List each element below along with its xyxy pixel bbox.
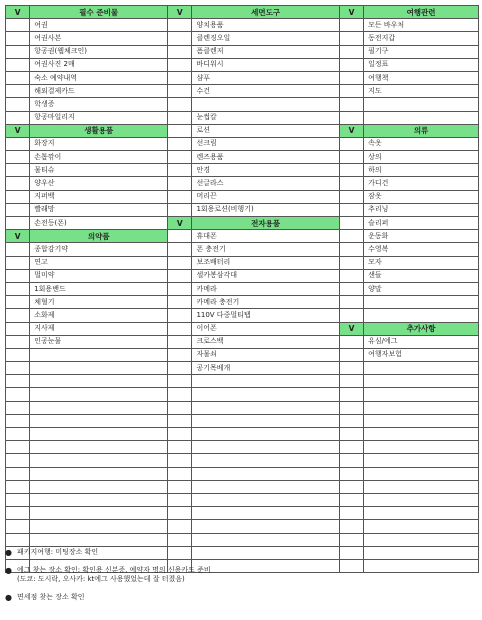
empty-cell [192, 520, 339, 533]
check-cell[interactable] [339, 507, 363, 520]
empty-cell [364, 388, 479, 401]
item-cell: 렌즈용품 [192, 151, 339, 164]
check-cell[interactable] [6, 375, 30, 388]
check-cell[interactable] [339, 401, 363, 414]
table-row [6, 282, 479, 295]
check-cell[interactable] [339, 19, 363, 32]
check-cell[interactable] [339, 282, 363, 295]
check-cell[interactable] [168, 19, 192, 32]
item-cell: 크로스백 [192, 335, 339, 348]
item-cell [364, 98, 479, 111]
check-cell[interactable] [6, 282, 30, 295]
empty-cell [192, 414, 339, 427]
item-cell: 1회용밴드 [30, 282, 168, 295]
check-cell[interactable] [339, 45, 363, 58]
empty-cell [30, 507, 168, 520]
item-cell: 일정표 [364, 58, 479, 71]
check-cell[interactable] [6, 296, 30, 309]
check-cell[interactable] [6, 98, 30, 111]
empty-cell [364, 428, 479, 441]
check-cell[interactable] [339, 190, 363, 203]
check-cell[interactable] [6, 520, 30, 533]
item-cell: 모자 [364, 256, 479, 269]
empty-cell [30, 362, 168, 375]
check-cell[interactable] [6, 19, 30, 32]
empty-cell [192, 428, 339, 441]
item-cell: 셀카봉삼각대 [192, 269, 339, 282]
item-cell: 지퍼백 [30, 190, 168, 203]
table-row [6, 111, 479, 124]
table-row [6, 375, 479, 388]
check-cell[interactable] [339, 388, 363, 401]
note-text: 에그 찾는 장소 확인: 확인용 신분증, 예약자 명의 신용카드 준비 (도쿄: 도시락, 오사카: kt에그 사용했었는데 잘 터졌음) [17, 566, 211, 583]
check-column-header: V [6, 124, 30, 137]
empty-cell [364, 520, 479, 533]
item-cell [364, 309, 479, 322]
check-cell[interactable] [168, 124, 192, 137]
check-cell[interactable] [339, 362, 363, 375]
check-cell[interactable] [339, 151, 363, 164]
section-title: 의류 [364, 124, 479, 137]
check-cell[interactable] [168, 243, 192, 256]
check-cell[interactable] [168, 428, 192, 441]
check-cell[interactable] [339, 164, 363, 177]
item-cell: 가디건 [364, 177, 479, 190]
check-column-header: V [339, 322, 363, 335]
note-text: 면세점 찾는 장소 확인 [17, 593, 85, 601]
table-row [6, 137, 479, 150]
table-row [6, 85, 479, 98]
check-cell[interactable] [168, 467, 192, 480]
check-cell[interactable] [168, 256, 192, 269]
check-cell[interactable] [339, 98, 363, 111]
empty-cell [192, 454, 339, 467]
check-cell[interactable] [168, 335, 192, 348]
item-cell: 바디워시 [192, 58, 339, 71]
table-row [6, 217, 479, 230]
table-row [6, 151, 479, 164]
item-cell: 로션 [192, 124, 339, 137]
check-cell[interactable] [168, 269, 192, 282]
check-cell[interactable] [168, 137, 192, 150]
bullet-icon: ● [5, 548, 12, 557]
check-cell[interactable] [6, 32, 30, 45]
check-cell[interactable] [6, 256, 30, 269]
check-cell[interactable] [339, 243, 363, 256]
table-row [6, 309, 479, 322]
check-cell[interactable] [339, 269, 363, 282]
check-cell[interactable] [168, 322, 192, 335]
empty-cell [30, 348, 168, 361]
check-cell[interactable] [6, 507, 30, 520]
check-cell[interactable] [339, 296, 363, 309]
item-cell: 종합감기약 [30, 243, 168, 256]
item-cell: 자물쇠 [192, 348, 339, 361]
check-cell[interactable] [168, 414, 192, 427]
check-cell[interactable] [339, 58, 363, 71]
check-cell[interactable] [6, 177, 30, 190]
item-cell: 모든 바우처 [364, 19, 479, 32]
check-cell[interactable] [168, 348, 192, 361]
check-cell[interactable] [168, 520, 192, 533]
item-cell: 동전지갑 [364, 32, 479, 45]
table-row [6, 414, 479, 427]
check-cell[interactable] [168, 454, 192, 467]
empty-cell [364, 414, 479, 427]
empty-cell [364, 467, 479, 480]
check-cell[interactable] [6, 85, 30, 98]
table-row [6, 520, 479, 533]
check-cell[interactable] [168, 296, 192, 309]
item-cell: 항공마일리지 [30, 111, 168, 124]
item-cell: 양치용품 [192, 19, 339, 32]
item-cell: 여권사진 2매 [30, 58, 168, 71]
check-cell[interactable] [6, 335, 30, 348]
table-row [6, 507, 479, 520]
empty-cell [192, 480, 339, 493]
item-cell: 폼클렌저 [192, 45, 339, 58]
check-cell[interactable] [339, 111, 363, 124]
bullet-icon: ● [5, 593, 12, 602]
note-text: 패키지여행: 미팅장소 확인 [17, 548, 99, 556]
check-cell[interactable] [339, 309, 363, 322]
check-column-header: V [339, 6, 363, 19]
item-cell: 샴푸 [192, 71, 339, 84]
check-cell[interactable] [6, 428, 30, 441]
table-row [6, 388, 479, 401]
item-cell: 여행자보험 [364, 348, 479, 361]
item-cell: 선글라스 [192, 177, 339, 190]
check-cell[interactable] [339, 493, 363, 506]
check-cell[interactable] [339, 137, 363, 150]
empty-cell [364, 480, 479, 493]
table-row [6, 203, 479, 216]
check-cell[interactable] [168, 32, 192, 45]
table-row [6, 19, 479, 32]
item-cell: 휴대폰 [192, 230, 339, 243]
section-title: 생활용품 [30, 124, 168, 137]
empty-cell [364, 493, 479, 506]
empty-cell [192, 533, 339, 546]
empty-cell [364, 401, 479, 414]
empty-cell [192, 401, 339, 414]
check-cell[interactable] [168, 151, 192, 164]
item-cell: 손전등(폰) [30, 217, 168, 230]
item-cell: 양말 [364, 282, 479, 295]
item-cell: 속옷 [364, 137, 479, 150]
check-cell[interactable] [339, 71, 363, 84]
check-column-header: V [168, 6, 192, 19]
item-cell: 이어폰 [192, 322, 339, 335]
item-cell: 샌들 [364, 269, 479, 282]
empty-cell [30, 454, 168, 467]
table-row [6, 124, 479, 137]
section-title: 의약품 [30, 230, 168, 243]
section-title: 필수 준비물 [30, 6, 168, 19]
table-row [6, 243, 479, 256]
item-cell: 빨래망 [30, 203, 168, 216]
check-cell[interactable] [6, 71, 30, 84]
empty-cell [192, 467, 339, 480]
table-row [6, 296, 479, 309]
empty-cell [192, 493, 339, 506]
section-title: 추가사항 [364, 322, 479, 335]
table-row [6, 401, 479, 414]
item-cell: 인공눈물 [30, 335, 168, 348]
section-title: 세면도구 [192, 6, 339, 19]
section-title: 여행관련 [364, 6, 479, 19]
check-cell[interactable] [339, 256, 363, 269]
check-cell[interactable] [168, 190, 192, 203]
check-column-header: V [339, 124, 363, 137]
item-cell: 유심/에그 [364, 335, 479, 348]
check-cell[interactable] [339, 533, 363, 546]
empty-cell [30, 414, 168, 427]
check-cell[interactable] [168, 282, 192, 295]
check-cell[interactable] [168, 98, 192, 111]
item-cell: 수영복 [364, 243, 479, 256]
table-row [6, 164, 479, 177]
item-cell: 하의 [364, 164, 479, 177]
check-cell[interactable] [6, 362, 30, 375]
check-cell[interactable] [339, 217, 363, 230]
section-title: 전자용품 [192, 217, 339, 230]
check-cell[interactable] [339, 230, 363, 243]
check-cell[interactable] [6, 217, 30, 230]
check-cell[interactable] [168, 58, 192, 71]
check-cell[interactable] [168, 507, 192, 520]
item-cell: 1회용로션(비행기) [192, 203, 339, 216]
check-cell[interactable] [6, 151, 30, 164]
item-cell [364, 296, 479, 309]
item-cell: 상의 [364, 151, 479, 164]
check-cell[interactable] [339, 335, 363, 348]
check-cell[interactable] [168, 375, 192, 388]
check-cell[interactable] [6, 454, 30, 467]
check-cell[interactable] [6, 480, 30, 493]
item-cell: 슬리퍼 [364, 217, 479, 230]
empty-cell [364, 375, 479, 388]
table-row [6, 480, 479, 493]
check-cell[interactable] [6, 322, 30, 335]
table-row [6, 177, 479, 190]
item-cell: 110V 다중멀티탭 [192, 309, 339, 322]
check-cell[interactable] [6, 533, 30, 546]
check-cell[interactable] [168, 362, 192, 375]
item-cell: 지도 [364, 85, 479, 98]
check-cell[interactable] [6, 190, 30, 203]
item-cell: 보조배터리 [192, 256, 339, 269]
table-row [6, 335, 479, 348]
item-cell: 해외결제카드 [30, 85, 168, 98]
check-cell[interactable] [6, 137, 30, 150]
item-cell: 손톱깎이 [30, 151, 168, 164]
check-cell[interactable] [168, 203, 192, 216]
table-row [6, 256, 479, 269]
check-cell[interactable] [339, 375, 363, 388]
item-cell [192, 98, 339, 111]
item-cell: 지사제 [30, 322, 168, 335]
table-row [6, 269, 479, 282]
item-cell: 선크림 [192, 137, 339, 150]
item-cell: 여권 [30, 19, 168, 32]
check-cell[interactable] [168, 480, 192, 493]
table-row [6, 533, 479, 546]
check-cell[interactable] [6, 388, 30, 401]
table-row [6, 348, 479, 361]
check-column-header: V [168, 217, 192, 230]
table-row [6, 45, 479, 58]
check-cell[interactable] [168, 85, 192, 98]
empty-cell [192, 507, 339, 520]
empty-cell [192, 388, 339, 401]
check-cell[interactable] [339, 428, 363, 441]
check-column-header: V [6, 6, 30, 19]
item-cell: 수건 [192, 85, 339, 98]
table-row [6, 441, 479, 454]
empty-cell [364, 454, 479, 467]
check-cell[interactable] [6, 58, 30, 71]
item-cell: 항공권(웹체크인) [30, 45, 168, 58]
empty-cell [364, 507, 479, 520]
check-cell[interactable] [168, 309, 192, 322]
empty-cell [30, 401, 168, 414]
check-cell[interactable] [6, 164, 30, 177]
table-row [6, 230, 479, 243]
item-cell: 카메라 [192, 282, 339, 295]
item-cell: 운동화 [364, 230, 479, 243]
check-cell[interactable] [339, 441, 363, 454]
check-cell[interactable] [339, 520, 363, 533]
check-cell[interactable] [6, 243, 30, 256]
item-cell: 여행책 [364, 71, 479, 84]
check-cell[interactable] [168, 493, 192, 506]
empty-cell [192, 441, 339, 454]
item-cell: 물티슈 [30, 164, 168, 177]
empty-cell [192, 375, 339, 388]
item-cell: 소화제 [30, 309, 168, 322]
item-cell: 필기구 [364, 45, 479, 58]
check-cell[interactable] [339, 467, 363, 480]
table-row [6, 32, 479, 45]
table-row [6, 98, 479, 111]
check-cell[interactable] [168, 401, 192, 414]
item-cell: 눈썹칼 [192, 111, 339, 124]
table-row [6, 362, 479, 375]
check-cell[interactable] [168, 177, 192, 190]
item-cell: 화장지 [30, 137, 168, 150]
item-cell: 폰 충전기 [192, 243, 339, 256]
empty-cell [30, 428, 168, 441]
item-cell: 양우산 [30, 177, 168, 190]
check-cell[interactable] [339, 32, 363, 45]
item-cell: 안경 [192, 164, 339, 177]
check-cell[interactable] [339, 85, 363, 98]
check-cell[interactable] [168, 45, 192, 58]
check-cell[interactable] [6, 401, 30, 414]
table-row [6, 428, 479, 441]
empty-cell [30, 493, 168, 506]
item-cell: 클렌징오일 [192, 32, 339, 45]
check-column-header: V [6, 230, 30, 243]
table-row [6, 190, 479, 203]
check-cell[interactable] [168, 164, 192, 177]
table-row [6, 6, 479, 19]
check-cell[interactable] [168, 533, 192, 546]
table-row [6, 454, 479, 467]
table-row [6, 71, 479, 84]
item-cell: 추리닝 [364, 203, 479, 216]
bullet-icon: ● [5, 566, 12, 575]
item-cell [364, 111, 479, 124]
empty-cell [364, 362, 479, 375]
check-cell[interactable] [6, 203, 30, 216]
check-cell[interactable] [6, 467, 30, 480]
check-cell[interactable] [6, 111, 30, 124]
note-item [5, 566, 475, 584]
check-cell[interactable] [6, 493, 30, 506]
empty-cell [30, 480, 168, 493]
check-cell[interactable] [339, 480, 363, 493]
check-cell[interactable] [168, 111, 192, 124]
check-cell[interactable] [6, 269, 30, 282]
check-cell[interactable] [168, 71, 192, 84]
empty-cell [364, 533, 479, 546]
item-cell: 학생증 [30, 98, 168, 111]
item-cell: 잠옷 [364, 190, 479, 203]
item-cell: 숙소 예약내역 [30, 71, 168, 84]
item-cell: 멀미약 [30, 269, 168, 282]
check-cell[interactable] [6, 414, 30, 427]
item-cell: 여권사본 [30, 32, 168, 45]
note-item [5, 593, 475, 602]
check-cell[interactable] [6, 309, 30, 322]
empty-cell [364, 441, 479, 454]
empty-cell [30, 375, 168, 388]
notes-list [5, 548, 475, 611]
item-cell: 체혈기 [30, 296, 168, 309]
packing-checklist-table [5, 5, 479, 573]
empty-cell [30, 520, 168, 533]
check-cell[interactable] [339, 454, 363, 467]
note-item [5, 548, 475, 557]
item-cell: 공기목베개 [192, 362, 339, 375]
check-cell[interactable] [168, 441, 192, 454]
check-cell[interactable] [6, 348, 30, 361]
check-cell[interactable] [339, 414, 363, 427]
item-cell: 연고 [30, 256, 168, 269]
check-cell[interactable] [339, 348, 363, 361]
empty-cell [30, 441, 168, 454]
table-row [6, 322, 479, 335]
item-cell: 카메라 충전기 [192, 296, 339, 309]
check-cell[interactable] [168, 388, 192, 401]
table-row [6, 467, 479, 480]
check-cell[interactable] [339, 177, 363, 190]
table-row [6, 58, 479, 71]
check-cell[interactable] [168, 230, 192, 243]
check-cell[interactable] [6, 441, 30, 454]
check-cell[interactable] [339, 203, 363, 216]
empty-cell [30, 533, 168, 546]
table-row [6, 493, 479, 506]
check-cell[interactable] [6, 45, 30, 58]
empty-cell [30, 467, 168, 480]
empty-cell [30, 388, 168, 401]
item-cell: 머리끈 [192, 190, 339, 203]
